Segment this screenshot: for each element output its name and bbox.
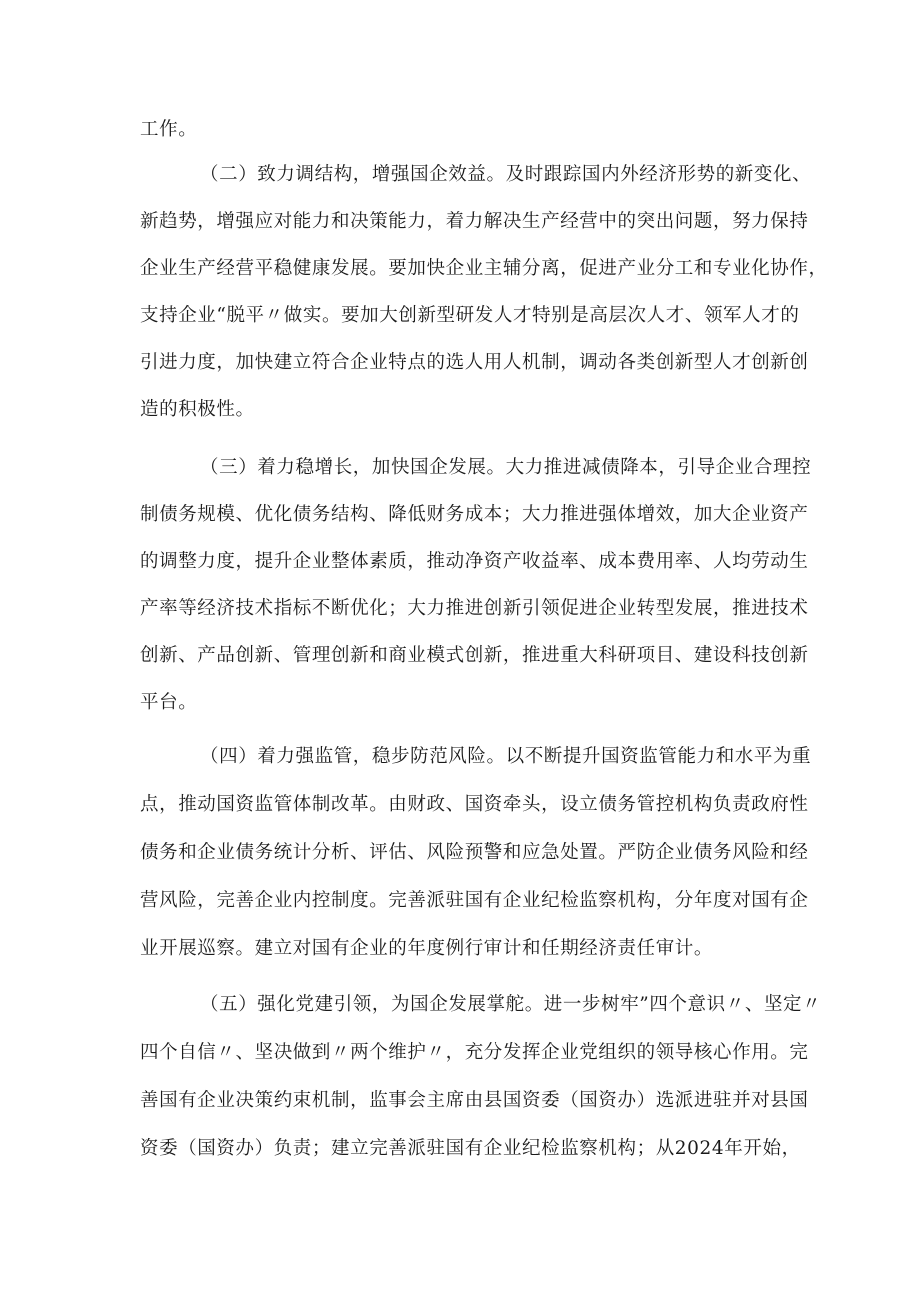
paragraph-line: 善国有企业决策约束机制，监事会主席由县国资委（国资办）选派进驻并对县国	[140, 1090, 809, 1111]
paragraph-line: 制债务规模、优化债务结构、降低财务成本；大力推进强体增效，加大企业资产	[140, 504, 809, 525]
paragraph-line: （四）着力强监管，稳步防范风险。以不断提升国资监管能力和水平为重	[200, 746, 812, 767]
paragraph-line: 资委（国资办）负责；建立完善派驻国有企业纪检监察机构；从2024年开始，	[140, 1138, 801, 1159]
paragraph-line: 四个自信〃、坚决做到〃两个维护〃，充分发挥企业党组织的领导核心作用。完	[140, 1042, 809, 1063]
paragraph-line: 支持企业“脱平〃做实。要加大创新型研发人才特别是高层次人才、领军人才的	[140, 305, 800, 326]
paragraph-line: 企业生产经营平稳健康发展。要加快企业主辅分离，促进产业分工和专业化协作，	[140, 258, 828, 279]
paragraph-line: 营风险，完善企业内控制度。完善派驻国有企业纪检监察机构，分年度对国有企	[140, 890, 809, 911]
paragraph-line: 债务和企业债务统计分析、评估、风险预警和应急处置。严防企业债务风险和经	[140, 842, 809, 863]
paragraph-line: 业开展巡察。建立对国有企业的年度例行审计和任期经济责任审计。	[140, 938, 714, 959]
paragraph-line: 点，推动国资监管体制改革。由财政、国资牵头，设立债务管控机构负责政府性	[140, 794, 809, 815]
paragraph-line: 创新、产品创新、管理创新和商业模式创新，推进重大科研项目、建设科技创新	[140, 645, 809, 666]
paragraph-line: 新趋势，增强应对能力和决策能力，着力解决生产经营中的突出问题，努力保持	[140, 211, 809, 232]
paragraph-line: 的调整力度，提升企业整体素质，推动净资产收益率、成本费用率、人均劳动生	[140, 551, 809, 572]
paragraph-line: 引进力度，加快建立符合企业特点的选人用人机制，调动各类创新型人才创新创	[140, 352, 809, 373]
paragraph-line: （五）强化党建引领，为国企发展掌舵。进一步树牢”四个意识〃、坚定〃	[200, 994, 822, 1015]
paragraph-line: （三）着力稳增长，加快国企发展。大力推进减债降本，引导企业合理控	[200, 457, 812, 478]
paragraph-line: 平台。	[140, 692, 198, 713]
paragraph-line: 产率等经济技术指标不断优化；大力推进创新引领促进企业转型发展，推进技术	[140, 598, 809, 619]
paragraph-line: （二）致力调结构，增强国企效益。及时跟踪国内外经济形势的新变化、	[200, 164, 812, 185]
paragraph-line: 工作。	[140, 119, 198, 140]
paragraph-line: 造的积极性。	[140, 399, 255, 420]
